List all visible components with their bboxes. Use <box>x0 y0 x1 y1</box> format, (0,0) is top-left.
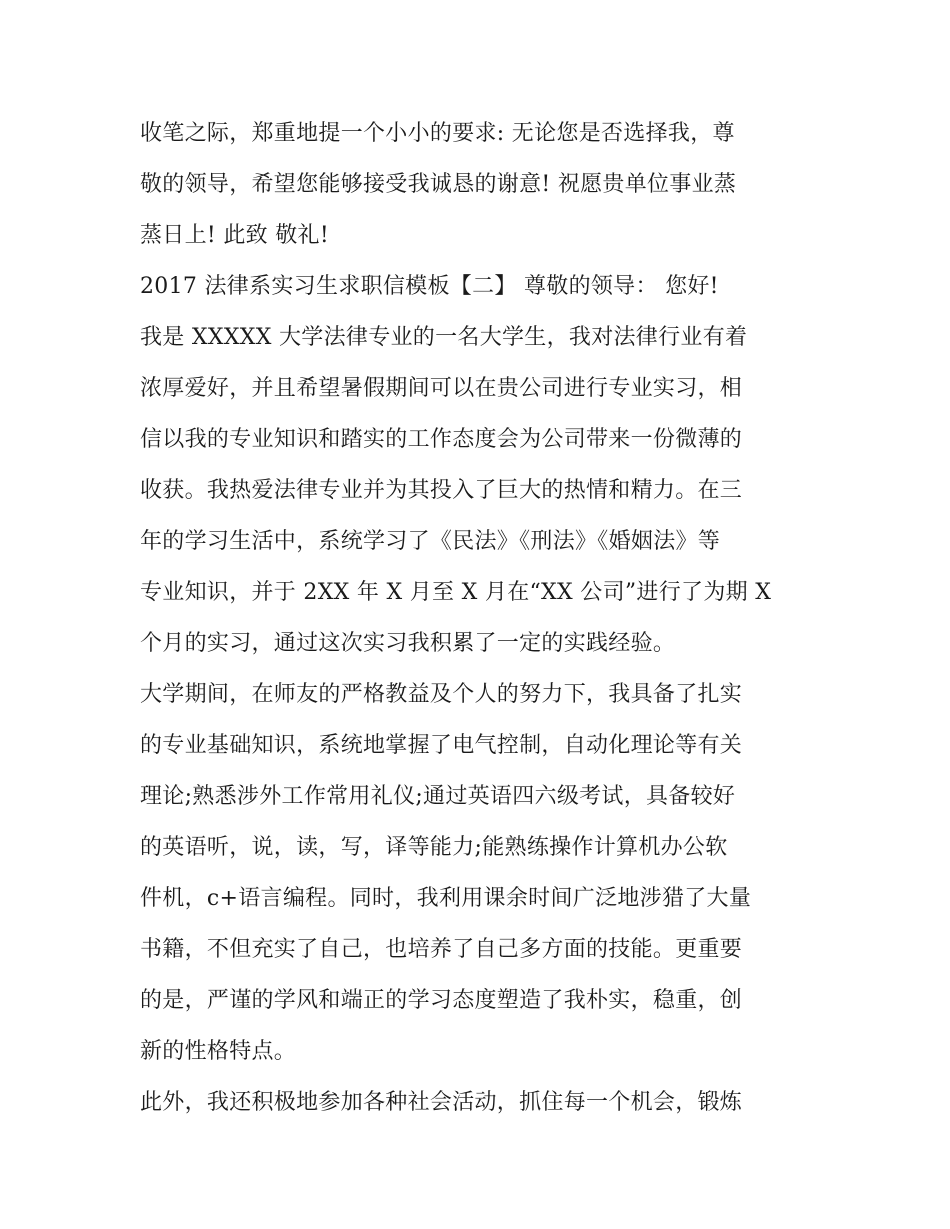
text-line: 信以我的专业知识和踏实的工作态度会为公司带来一份微薄的 <box>140 427 743 452</box>
text-line: 年的学习生活中，系统学习了《民法》《刑法》《婚姻法》等 <box>140 529 721 554</box>
text-line: 的英语听，说，读，写，译等能力;能熟练操作计算机办公软 <box>140 835 728 860</box>
text-line: 收笔之际，郑重地提一个小小的要求: 无论您是否选择我，尊 <box>140 121 735 146</box>
text-line: 收获。我热爱法律专业并为其投入了巨大的热情和精力。在三 <box>140 478 743 503</box>
text-line: 书籍，不但充实了自己，也培养了自己多方面的技能。更重要 <box>140 937 743 962</box>
text-line: 个月的实习，通过这次实习我积累了一定的实践经验。 <box>140 631 676 656</box>
text-line: 件机，c+语言编程。同时，我利用课余时间广泛地涉猎了大量 <box>140 886 752 911</box>
text-line: 新的性格特点。 <box>140 1039 297 1064</box>
text-line: 浓厚爱好，并且希望暑假期间可以在贵公司进行专业实习，相 <box>140 376 743 401</box>
text-line: 理论;熟悉涉外工作常用礼仪;通过英语四六级考试，具备较好 <box>140 784 736 809</box>
text-line: 的专业基础知识，系统地掌握了电气控制，自动化理论等有关 <box>140 733 743 758</box>
text-line: 此外，我还积极地参加各种社会活动，抓住每一个机会，锻炼 <box>140 1090 743 1115</box>
text-line: 的是，严谨的学风和端正的学习态度塑造了我朴实，稳重，创 <box>140 988 743 1013</box>
text-line: 我是 XXXXX 大学法律专业的一名大学生，我对法律行业有着 <box>140 325 748 350</box>
text-line: 敬的领导，希望您能够接受我诚恳的谢意! 祝愿贵单位事业蒸 <box>140 172 737 197</box>
text-line: 蒸日上! 此致 敬礼! <box>140 223 329 248</box>
text-line: 大学期间，在师友的严格教益及个人的努力下，我具备了扎实 <box>140 682 743 707</box>
section-heading-line: 2017 法律系实习生求职信模板【二】 尊敬的领导： 您好! <box>140 274 719 299</box>
text-line: 专业知识，并于 2XX 年 X 月至 X 月在“XX 公司”进行了为期 X <box>140 580 772 605</box>
document-body <box>140 108 820 1128</box>
